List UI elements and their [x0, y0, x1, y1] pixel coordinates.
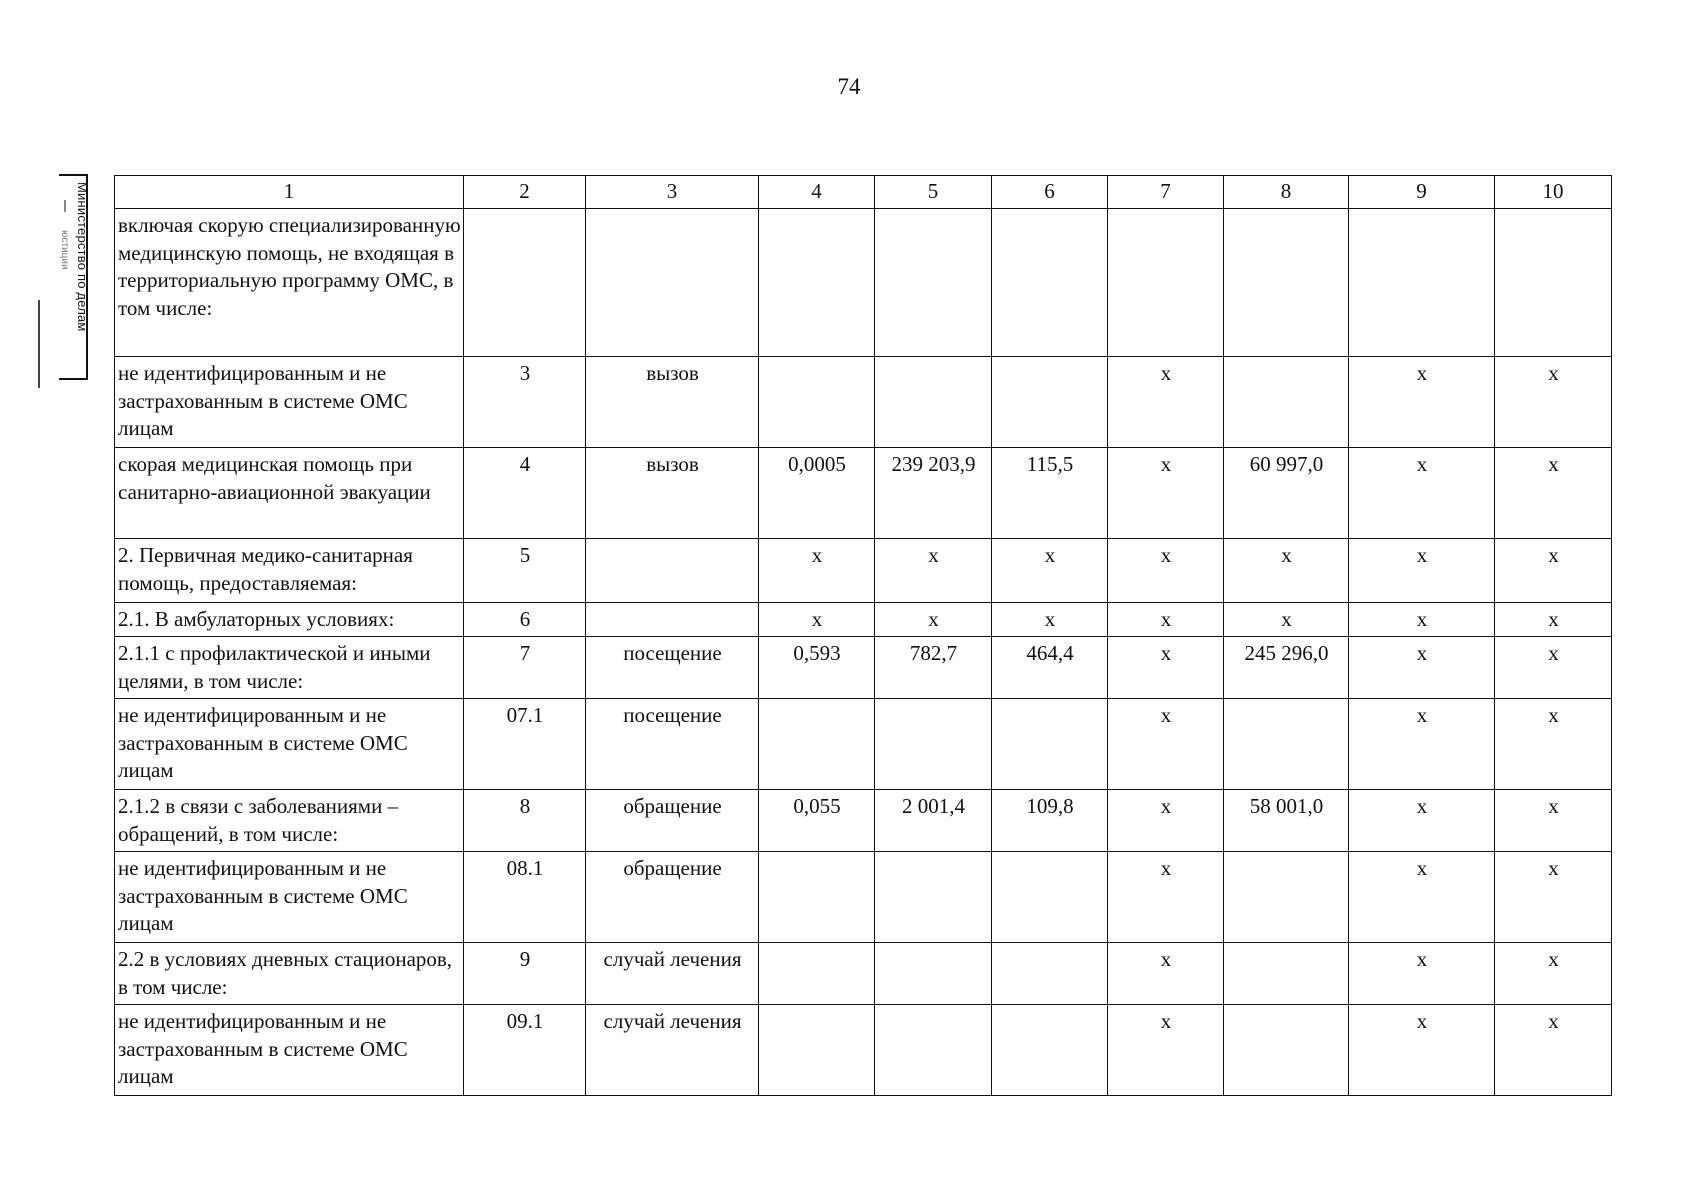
table-cell	[586, 539, 759, 603]
table-row	[115, 637, 1612, 699]
page-number: 74	[837, 74, 861, 99]
table-cell: посещение	[586, 699, 759, 790]
table-cell: х	[1349, 852, 1495, 943]
row-label-cell: не идентифицированным и не застрахованным в системе ОМС лицам	[115, 852, 464, 943]
column-header: 7	[1108, 176, 1224, 209]
table-cell: 60 997,0	[1224, 448, 1349, 539]
stamp-text: Министерство по делам	[75, 182, 90, 332]
table-cell: х	[1495, 603, 1612, 637]
table-cell	[1495, 209, 1612, 357]
table-cell: х	[1495, 1005, 1612, 1096]
table-cell: х	[1495, 790, 1612, 852]
table-cell: х	[1108, 699, 1224, 790]
table-cell: 6	[464, 603, 586, 637]
table-cell: 4	[464, 448, 586, 539]
column-header: 5	[875, 176, 992, 209]
table-cell: х	[1349, 699, 1495, 790]
table-cell: случай лечения	[586, 943, 759, 1005]
table-cell: обращение	[586, 790, 759, 852]
table-cell: х	[1108, 637, 1224, 699]
table-cell: х	[1108, 448, 1224, 539]
table-cell: х	[1108, 1005, 1224, 1096]
table-cell: 2 001,4	[875, 790, 992, 852]
table-cell	[1224, 699, 1349, 790]
table-cell: х	[1108, 852, 1224, 943]
column-header: 3	[586, 176, 759, 209]
table-cell: х	[1108, 603, 1224, 637]
table-cell: 9	[464, 943, 586, 1005]
table-cell	[875, 357, 992, 448]
table-cell	[875, 852, 992, 943]
table-row	[115, 699, 1612, 790]
table-row	[115, 1005, 1612, 1096]
table-cell: 115,5	[992, 448, 1108, 539]
table-cell: х	[1349, 603, 1495, 637]
table-cell: 3	[464, 357, 586, 448]
table-row	[115, 209, 1612, 357]
table-cell: х	[1224, 603, 1349, 637]
table-cell: х	[1349, 790, 1495, 852]
table-cell	[759, 1005, 875, 1096]
table-cell: х	[1108, 357, 1224, 448]
table-row	[115, 790, 1612, 852]
table-cell: 5	[464, 539, 586, 603]
table-cell: х	[1495, 699, 1612, 790]
table-cell: х	[875, 603, 992, 637]
table-cell: посещение	[586, 637, 759, 699]
table-cell: 464,4	[992, 637, 1108, 699]
table-cell: 782,7	[875, 637, 992, 699]
table-cell: вызов	[586, 448, 759, 539]
row-label-cell: 2.1.2 в связи с заболеваниями – обращений, в том числе:	[115, 790, 464, 852]
table-cell	[992, 852, 1108, 943]
table-cell: 109,8	[992, 790, 1108, 852]
table-cell	[992, 357, 1108, 448]
table-cell: 08.1	[464, 852, 586, 943]
table-cell	[1224, 852, 1349, 943]
column-header: 10	[1495, 176, 1612, 209]
table-cell: х	[759, 539, 875, 603]
row-label-cell: скорая медицинская помощь при санитарно-авиационной эвакуации	[115, 448, 464, 539]
table-cell	[875, 699, 992, 790]
table-cell	[464, 209, 586, 357]
header-row	[115, 176, 1612, 209]
table-cell: х	[1349, 357, 1495, 448]
table-cell: х	[1349, 539, 1495, 603]
column-header: 4	[759, 176, 875, 209]
row-label-cell: 2.1. В амбулаторных условиях:	[115, 603, 464, 637]
table-cell: 245 296,0	[1224, 637, 1349, 699]
table-row	[115, 357, 1612, 448]
stamp-subtext: юстиции	[59, 230, 70, 270]
table-cell: х	[1349, 943, 1495, 1005]
table-row	[115, 943, 1612, 1005]
table-cell	[759, 357, 875, 448]
table-cell	[875, 209, 992, 357]
table-cell: 0,0005	[759, 448, 875, 539]
table-cell: х	[1495, 852, 1612, 943]
table-cell: х	[1224, 539, 1349, 603]
row-label-cell: 2.1.1 с профилактической и иными целями, в том числе:	[115, 637, 464, 699]
table-cell	[992, 1005, 1108, 1096]
table-cell	[759, 943, 875, 1005]
row-label-cell: не идентифицированным и не застрахованным в системе ОМС лицам	[115, 699, 464, 790]
table-row	[115, 603, 1612, 637]
table-cell	[1224, 209, 1349, 357]
table-cell: вызов	[586, 357, 759, 448]
table-cell	[992, 209, 1108, 357]
column-header: 6	[992, 176, 1108, 209]
table-cell	[875, 943, 992, 1005]
table-cell: 09.1	[464, 1005, 586, 1096]
table-cell	[759, 852, 875, 943]
table-cell: 0,593	[759, 637, 875, 699]
table-cell: 8	[464, 790, 586, 852]
stamp-mark	[38, 300, 40, 388]
table-cell: 239 203,9	[875, 448, 992, 539]
table-row	[115, 852, 1612, 943]
table-cell: 7	[464, 637, 586, 699]
table-cell	[586, 209, 759, 357]
column-header: 8	[1224, 176, 1349, 209]
table-cell	[759, 209, 875, 357]
table-cell: 58 001,0	[1224, 790, 1349, 852]
table-cell	[1224, 357, 1349, 448]
table-cell	[875, 1005, 992, 1096]
table-cell: х	[1495, 357, 1612, 448]
table-cell: 0,055	[759, 790, 875, 852]
table-cell	[586, 603, 759, 637]
table-cell: х	[1495, 539, 1612, 603]
column-header: 9	[1349, 176, 1495, 209]
table-row	[115, 539, 1612, 603]
table-cell: х	[1349, 1005, 1495, 1096]
table-cell: х	[1349, 448, 1495, 539]
table-cell: х	[1108, 539, 1224, 603]
table-cell: х	[1108, 943, 1224, 1005]
table-cell	[1224, 1005, 1349, 1096]
stamp-mark	[64, 200, 66, 212]
table-cell	[992, 699, 1108, 790]
table-row	[115, 448, 1612, 539]
table-cell: 07.1	[464, 699, 586, 790]
table-cell	[1349, 209, 1495, 357]
table-cell: х	[1495, 637, 1612, 699]
row-label-cell: 2.2 в условиях дневных стационаров, в том числе:	[115, 943, 464, 1005]
table-cell: х	[1108, 790, 1224, 852]
table-cell	[992, 943, 1108, 1005]
table-cell: х	[992, 539, 1108, 603]
table-cell: обращение	[586, 852, 759, 943]
row-label-cell: 2. Первичная медико-санитарная помощь, предоставляемая:	[115, 539, 464, 603]
table-cell: х	[1495, 448, 1612, 539]
table-cell	[1108, 209, 1224, 357]
table-cell	[1224, 943, 1349, 1005]
table-cell: х	[875, 539, 992, 603]
table-cell: х	[759, 603, 875, 637]
row-label-cell: не идентифицированным и не застрахованным в системе ОМС лицам	[115, 357, 464, 448]
table-cell: х	[1495, 943, 1612, 1005]
row-label-cell: не идентифицированным и не застрахованным в системе ОМС лицам	[115, 1005, 464, 1096]
table-cell: х	[992, 603, 1108, 637]
data-table	[114, 175, 1612, 1096]
column-header: 2	[464, 176, 586, 209]
table-cell	[759, 699, 875, 790]
table-cell: х	[1349, 637, 1495, 699]
column-header: 1	[115, 176, 464, 209]
table-cell: случай лечения	[586, 1005, 759, 1096]
row-label-cell: включая скорую специализированную медицинскую помощь, не входящая в территориальную программу ОМС, в том числе:	[115, 209, 464, 357]
